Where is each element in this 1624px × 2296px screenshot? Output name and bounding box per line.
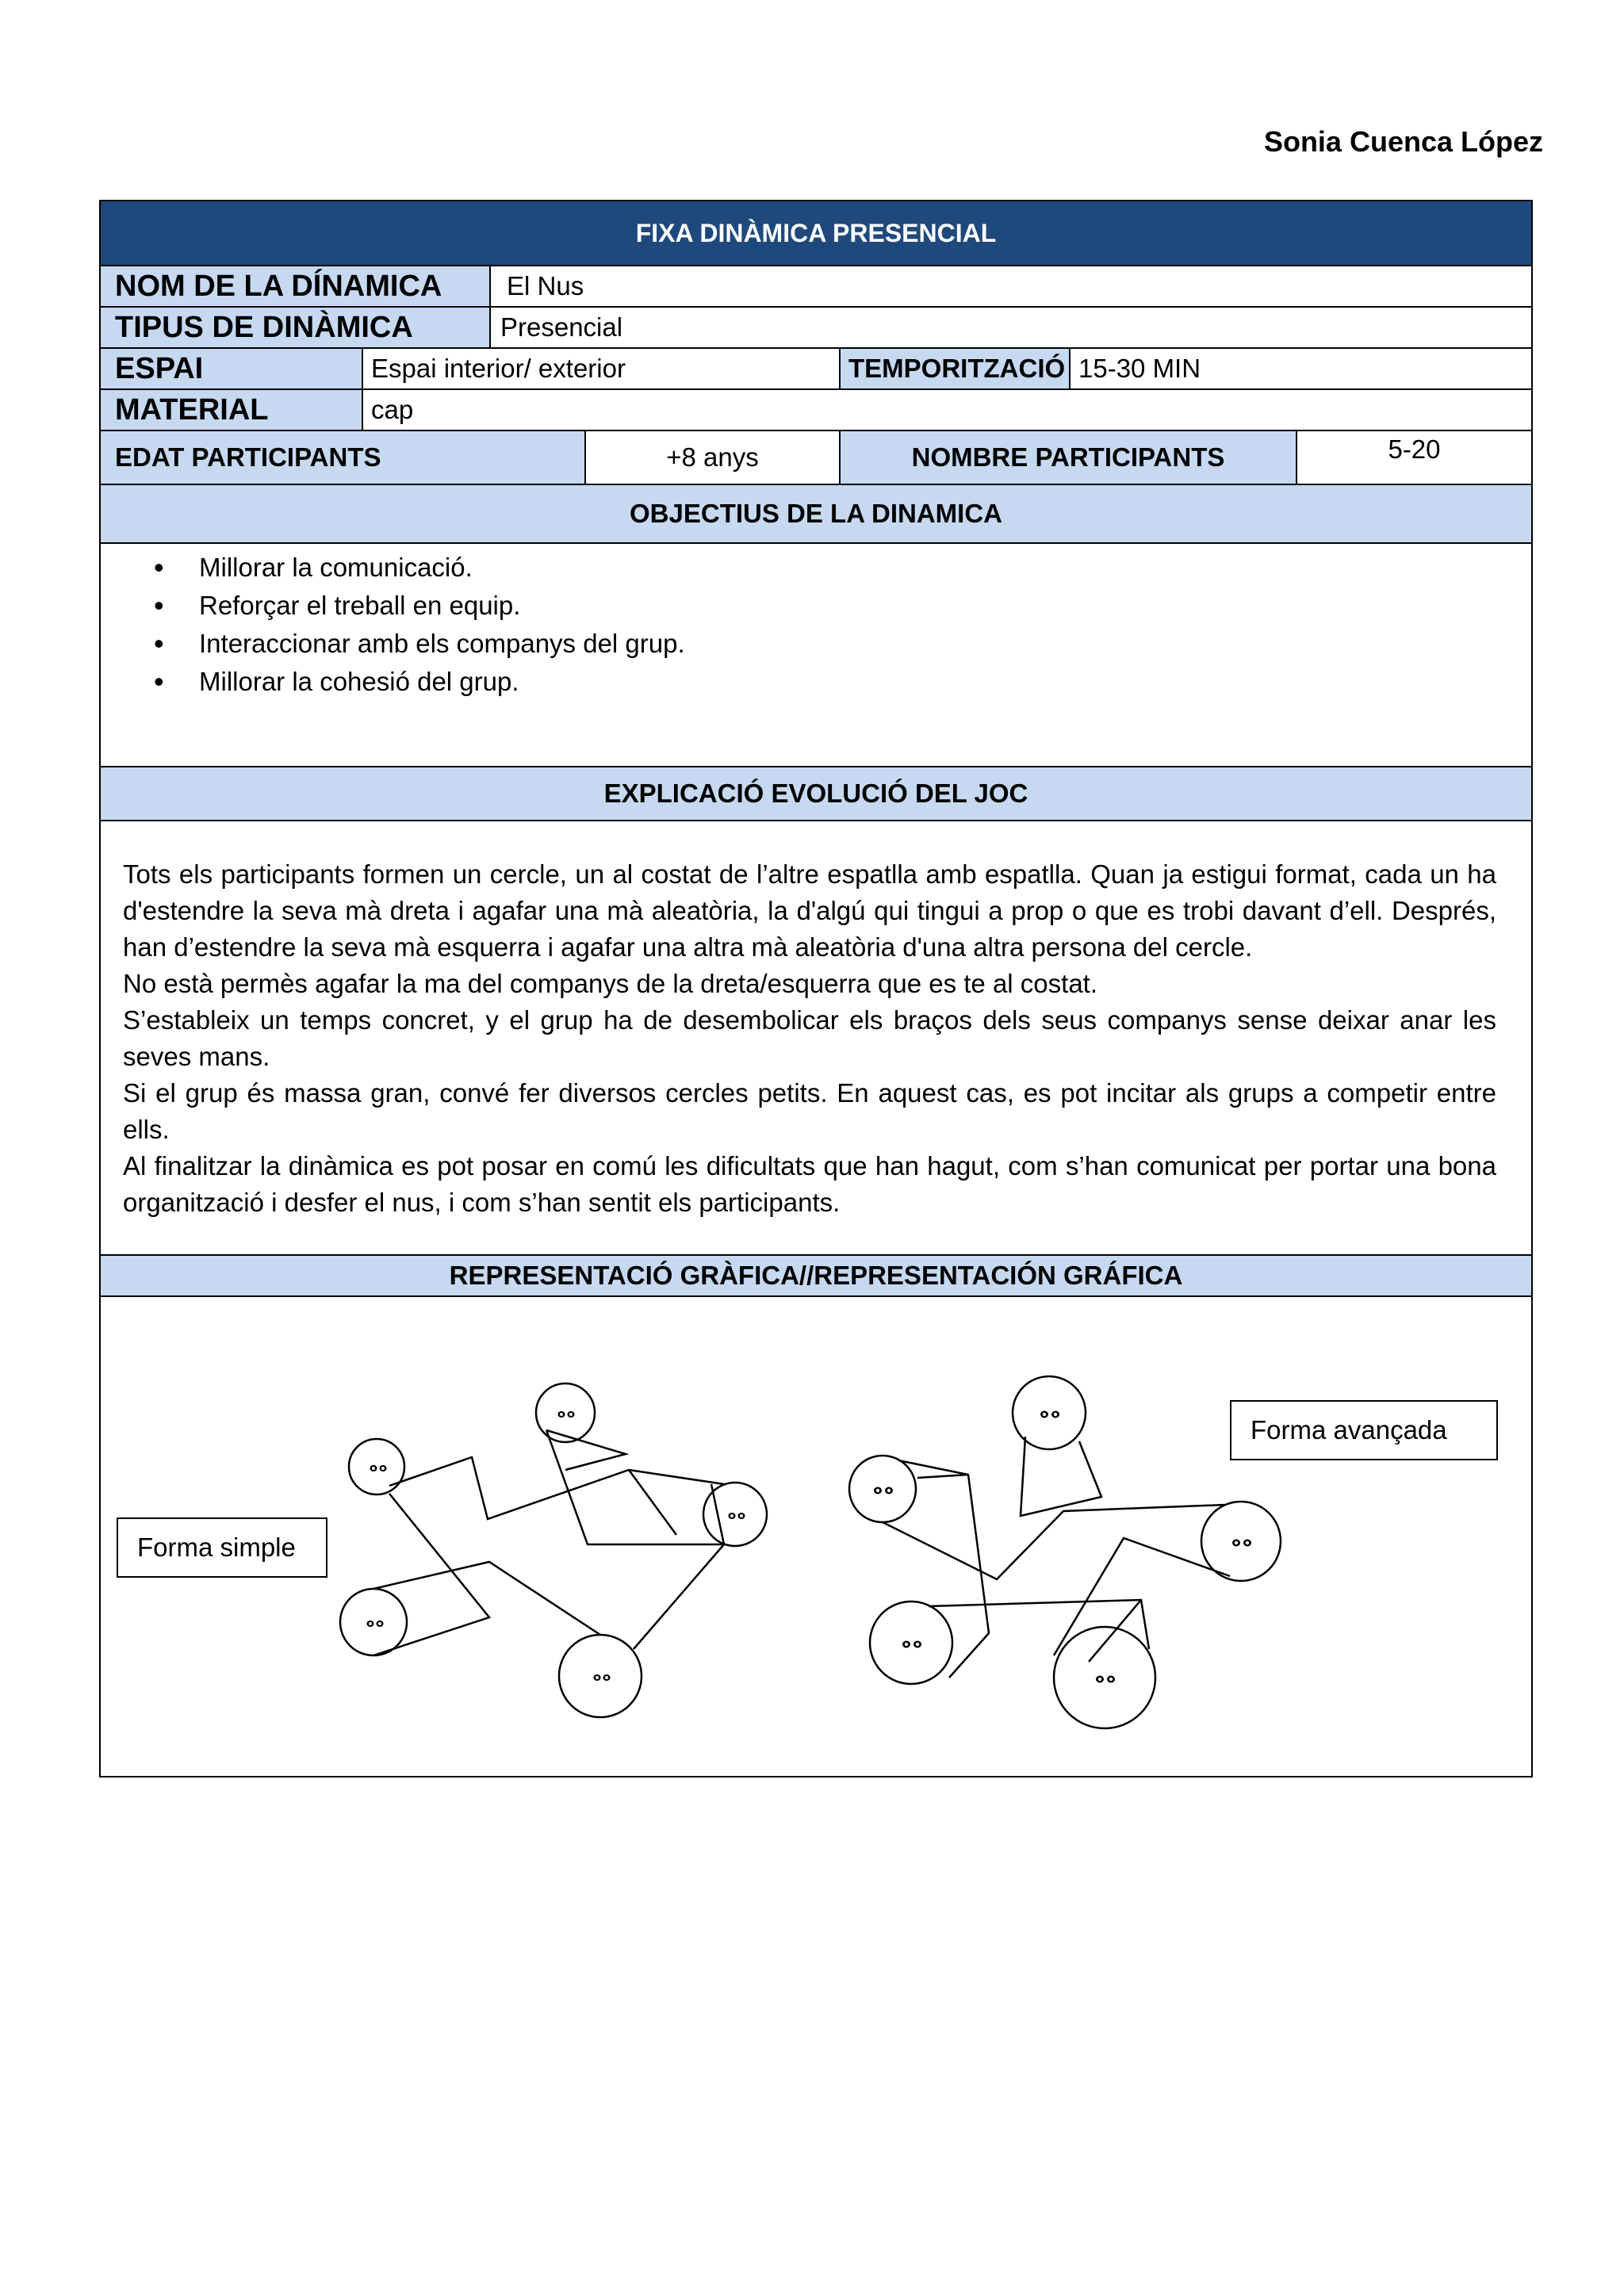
list-item: • Reforçar el treball en equip. [199,587,1531,625]
list-item: • Millorar la comunicació. [199,549,1531,587]
temps-label: TEMPORITZACIÓ [841,349,1071,388]
nom-value: El Nus [491,266,1531,306]
explicacio-paragraph: No està permès agafar la ma del companys de la dreta/esquerra que es te al costat. [123,969,1098,998]
espai-label: ESPAI [101,349,363,388]
list-item: • Interaccionar amb els companys del grup. [199,625,1531,663]
nombre-label: NOMBRE PARTICIPANTS [841,431,1297,484]
list-item: • Millorar la cohesió del grup. [199,663,1531,701]
knot-illustration [101,1297,1531,1776]
row-nom [99,266,1533,308]
row-material [99,390,1533,431]
explicacio-text [101,821,1531,1221]
objectius-box [99,544,1533,767]
sheet-title: FIXA DINÀMICA PRESENCIAL [99,200,1533,266]
temps-value: 15-30 MIN [1071,349,1531,388]
advanced-knot-drawing [849,1376,1281,1728]
row-espai [99,349,1533,390]
nombre-value: 5-20 [1297,431,1531,484]
material-value: cap [363,390,1531,430]
author-name: Sonia Cuenca López [1263,125,1543,158]
edat-label: EDAT PARTICIPANTS [101,431,586,484]
explicacio-paragraph: Tots els participants formen un cercle, un al costat de l’altre espatlla amb espatlla. Quan ja estigui format, cada un ha d'estendre la seva mà dreta i agafar una mà aleatòria, la d'algú qui tingui a prop o que es trobi davant d’ell. Després, han d’estendre la seva mà esquerra i agafar una altra mà aleatòria d'una altra persona del cercle. [123,859,1496,962]
objectius-heading: OBJECTIUS DE LA DINAMICA [99,485,1533,544]
objectius-list [101,544,1531,701]
forma-avancada-label: Forma avançada [1230,1400,1498,1460]
grafica-box [99,1297,1533,1777]
espai-value: Espai interior/ exterior [363,349,841,388]
activity-sheet [99,200,1533,1777]
forma-simple-label: Forma simple [117,1517,327,1578]
explicacio-paragraph: Al finalitzar la dinàmica es pot posar en comú les dificultats que han hagut, com s’han comunicat per portar una bona organització i desfer el nus, i com s’han sentit els participants. [123,1151,1496,1217]
material-label: MATERIAL [101,390,363,430]
explicacio-box [99,821,1533,1256]
explicacio-paragraph: Si el grup és massa gran, convé fer diversos cercles petits. En aquest cas, es pot incitar als grups a competir entre ells. [123,1078,1496,1144]
simple-knot-drawing [340,1383,767,1717]
row-participants [99,431,1533,485]
tipus-value: Presencial [491,308,1531,347]
tipus-label: TIPUS DE DINÀMICA [101,308,491,347]
grafica-heading: REPRESENTACIÓ GRÀFICA//REPRESENTACIÓN GRÁFICA [99,1256,1533,1297]
explicacio-heading: EXPLICACIÓ EVOLUCIÓ DEL JOC [99,767,1533,821]
nom-label: NOM DE LA DÍNAMICA [101,266,491,306]
edat-value: +8 anys [586,431,841,484]
explicacio-paragraph: S’estableix un temps concret, y el grup ha de desembolicar els braços dels seus companys sense deixar anar les seves mans. [123,1005,1496,1071]
row-tipus [99,308,1533,349]
